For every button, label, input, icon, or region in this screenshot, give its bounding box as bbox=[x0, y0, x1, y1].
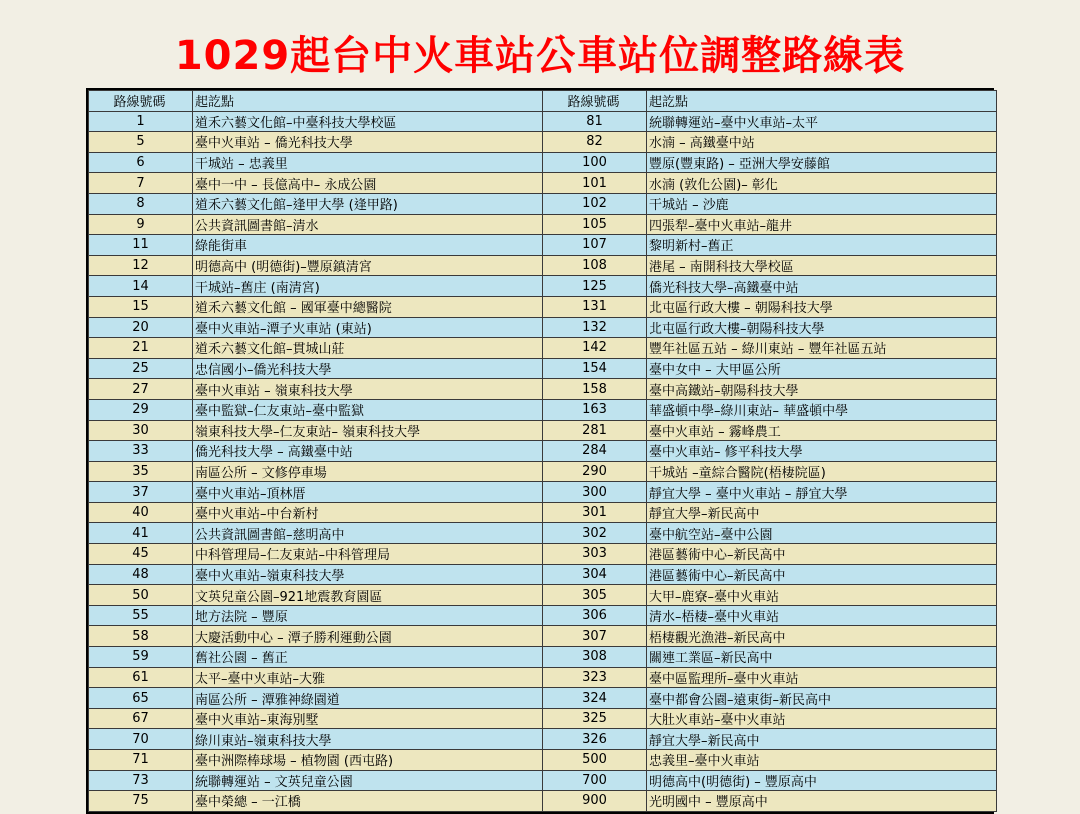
route-number-cell: 41 bbox=[89, 523, 193, 544]
route-origin-dest-cell: 文英兒童公園–921地震教育園區 bbox=[193, 585, 543, 606]
route-number-cell: 142 bbox=[543, 338, 647, 359]
route-origin-dest-cell: 地方法院 – 豐原 bbox=[193, 605, 543, 626]
route-origin-dest-cell: 靜宜大學–新民高中 bbox=[647, 502, 997, 523]
route-origin-dest-cell: 臺中火車站–頂林厝 bbox=[193, 482, 543, 503]
route-origin-dest-cell: 水湳 – 高鐵臺中站 bbox=[647, 132, 997, 153]
route-number-cell: 132 bbox=[543, 317, 647, 338]
route-number-cell: 307 bbox=[543, 626, 647, 647]
route-origin-dest-cell: 舊社公園 – 舊正 bbox=[193, 647, 543, 668]
route-origin-dest-cell: 臺中區監理所–臺中火車站 bbox=[647, 667, 997, 688]
table-row bbox=[89, 750, 997, 771]
route-number-cell: 324 bbox=[543, 688, 647, 709]
route-number-cell: 305 bbox=[543, 585, 647, 606]
route-number-cell: 33 bbox=[89, 441, 193, 462]
route-number-cell: 306 bbox=[543, 605, 647, 626]
route-number-cell: 81 bbox=[543, 111, 647, 132]
route-origin-dest-cell: 靜宜大學 – 臺中火車站 – 靜宜大學 bbox=[647, 482, 997, 503]
route-origin-dest-cell: 南區公所 – 潭雅神綠園道 bbox=[193, 688, 543, 709]
route-origin-dest-cell: 豐原(豐東路) – 亞洲大學安藤館 bbox=[647, 152, 997, 173]
route-origin-dest-cell: 大甲–鹿寮–臺中火車站 bbox=[647, 585, 997, 606]
route-origin-dest-cell: 太平–臺中火車站–大雅 bbox=[193, 667, 543, 688]
route-number-cell: 27 bbox=[89, 379, 193, 400]
route-origin-dest-cell: 臺中榮總 – 一江橋 bbox=[193, 791, 543, 812]
route-number-cell: 45 bbox=[89, 544, 193, 565]
route-origin-dest-cell: 干城站 – 沙鹿 bbox=[647, 193, 997, 214]
table-row bbox=[89, 338, 997, 359]
route-origin-dest-cell: 僑光科技大學 – 高鐵臺中站 bbox=[193, 441, 543, 462]
route-origin-dest-cell: 臺中航空站–臺中公園 bbox=[647, 523, 997, 544]
route-number-cell: 700 bbox=[543, 770, 647, 791]
route-number-cell: 73 bbox=[89, 770, 193, 791]
route-number-cell: 59 bbox=[89, 647, 193, 668]
route-origin-dest-cell: 臺中都會公園–遠東街–新民高中 bbox=[647, 688, 997, 709]
route-origin-dest-cell: 道禾六藝文化館 – 國軍臺中總醫院 bbox=[193, 296, 543, 317]
route-origin-dest-cell: 臺中一中 – 長億高中– 永成公園 bbox=[193, 173, 543, 194]
table-row bbox=[89, 791, 997, 812]
route-origin-dest-cell: 臺中火車站–東海別墅 bbox=[193, 708, 543, 729]
table-row bbox=[89, 193, 997, 214]
route-number-cell: 29 bbox=[89, 399, 193, 420]
route-origin-dest-cell: 忠信國小–僑光科技大學 bbox=[193, 358, 543, 379]
route-number-cell: 323 bbox=[543, 667, 647, 688]
route-origin-dest-cell: 公共資訊圖書館–慈明高中 bbox=[193, 523, 543, 544]
route-origin-dest-cell: 大肚火車站–臺中火車站 bbox=[647, 708, 997, 729]
route-origin-dest-cell: 綠川東站–嶺東科技大學 bbox=[193, 729, 543, 750]
route-origin-dest-cell: 嶺東科技大學–仁友東站– 嶺東科技大學 bbox=[193, 420, 543, 441]
route-number-cell: 71 bbox=[89, 750, 193, 771]
table-row bbox=[89, 502, 997, 523]
route-origin-dest-cell: 臺中高鐵站–朝陽科技大學 bbox=[647, 379, 997, 400]
route-origin-dest-cell: 梧棲觀光漁港–新民高中 bbox=[647, 626, 997, 647]
route-origin-dest-cell: 水湳 (敦化公園)– 彰化 bbox=[647, 173, 997, 194]
route-origin-dest-cell: 臺中火車站–潭子火車站 (東站) bbox=[193, 317, 543, 338]
route-origin-dest-cell: 黎明新村–舊正 bbox=[647, 235, 997, 256]
route-origin-dest-cell: 臺中火車站– 修平科技大學 bbox=[647, 441, 997, 462]
route-number-cell: 125 bbox=[543, 276, 647, 297]
route-origin-dest-cell: 豐年社區五站 – 綠川東站 – 豐年社區五站 bbox=[647, 338, 997, 359]
table-row bbox=[89, 317, 997, 338]
route-origin-dest-cell: 干城站–舊庄 (南清宮) bbox=[193, 276, 543, 297]
table-row bbox=[89, 544, 997, 565]
route-number-cell: 9 bbox=[89, 214, 193, 235]
route-number-cell: 5 bbox=[89, 132, 193, 153]
route-number-cell: 290 bbox=[543, 461, 647, 482]
table-row bbox=[89, 379, 997, 400]
route-number-cell: 158 bbox=[543, 379, 647, 400]
table-row bbox=[89, 770, 997, 791]
route-origin-dest-cell: 臺中火車站–中台新村 bbox=[193, 502, 543, 523]
route-origin-dest-cell: 港區藝術中心–新民高中 bbox=[647, 564, 997, 585]
table-row bbox=[89, 173, 997, 194]
route-origin-dest-cell: 靜宜大學–新民高中 bbox=[647, 729, 997, 750]
route-origin-dest-cell: 臺中火車站 – 僑光科技大學 bbox=[193, 132, 543, 153]
table-row bbox=[89, 111, 997, 132]
route-origin-dest-cell: 干城站 – 忠義里 bbox=[193, 152, 543, 173]
table-row bbox=[89, 564, 997, 585]
table-row bbox=[89, 420, 997, 441]
route-origin-dest-cell: 臺中火車站 – 嶺東科技大學 bbox=[193, 379, 543, 400]
route-number-cell: 58 bbox=[89, 626, 193, 647]
route-table bbox=[88, 90, 997, 812]
header-origin-dest-left: 起訖點 bbox=[193, 91, 543, 112]
route-number-cell: 8 bbox=[89, 193, 193, 214]
route-number-cell: 35 bbox=[89, 461, 193, 482]
route-origin-dest-cell: 公共資訊圖書館–清水 bbox=[193, 214, 543, 235]
route-origin-dest-cell: 華盛頓中學–綠川東站– 華盛頓中學 bbox=[647, 399, 997, 420]
route-number-cell: 55 bbox=[89, 605, 193, 626]
route-origin-dest-cell: 臺中火車站–嶺東科技大學 bbox=[193, 564, 543, 585]
route-number-cell: 303 bbox=[543, 544, 647, 565]
route-number-cell: 326 bbox=[543, 729, 647, 750]
route-origin-dest-cell: 大慶活動中心 – 潭子勝利運動公園 bbox=[193, 626, 543, 647]
table-body bbox=[89, 111, 997, 811]
route-number-cell: 65 bbox=[89, 688, 193, 709]
route-number-cell: 25 bbox=[89, 358, 193, 379]
route-number-cell: 67 bbox=[89, 708, 193, 729]
table-row bbox=[89, 482, 997, 503]
route-number-cell: 105 bbox=[543, 214, 647, 235]
route-origin-dest-cell: 臺中監獄–仁友東站–臺中監獄 bbox=[193, 399, 543, 420]
table-row bbox=[89, 729, 997, 750]
table-row bbox=[89, 214, 997, 235]
table-row bbox=[89, 399, 997, 420]
route-number-cell: 108 bbox=[543, 255, 647, 276]
table-row bbox=[89, 605, 997, 626]
route-number-cell: 20 bbox=[89, 317, 193, 338]
table-row bbox=[89, 461, 997, 482]
route-origin-dest-cell: 清水–梧棲–臺中火車站 bbox=[647, 605, 997, 626]
route-number-cell: 7 bbox=[89, 173, 193, 194]
table-row bbox=[89, 523, 997, 544]
route-origin-dest-cell: 南區公所 – 文修停車場 bbox=[193, 461, 543, 482]
route-number-cell: 82 bbox=[543, 132, 647, 153]
table-row bbox=[89, 235, 997, 256]
table-row bbox=[89, 132, 997, 153]
header-route-no-right: 路線號碼 bbox=[543, 91, 647, 112]
route-number-cell: 302 bbox=[543, 523, 647, 544]
route-number-cell: 6 bbox=[89, 152, 193, 173]
route-number-cell: 131 bbox=[543, 296, 647, 317]
table-row bbox=[89, 708, 997, 729]
route-number-cell: 101 bbox=[543, 173, 647, 194]
route-origin-dest-cell: 港區藝術中心–新民高中 bbox=[647, 544, 997, 565]
route-number-cell: 48 bbox=[89, 564, 193, 585]
table-row bbox=[89, 626, 997, 647]
route-number-cell: 308 bbox=[543, 647, 647, 668]
route-origin-dest-cell: 統聯轉運站 – 文英兒童公園 bbox=[193, 770, 543, 791]
table-row bbox=[89, 255, 997, 276]
route-number-cell: 325 bbox=[543, 708, 647, 729]
route-origin-dest-cell: 北屯區行政大樓–朝陽科技大學 bbox=[647, 317, 997, 338]
route-origin-dest-cell: 光明國中 – 豐原高中 bbox=[647, 791, 997, 812]
table-row bbox=[89, 647, 997, 668]
route-origin-dest-cell: 臺中洲際棒球場 – 植物園 (西屯路) bbox=[193, 750, 543, 771]
route-table-wrapper bbox=[86, 88, 994, 814]
route-number-cell: 304 bbox=[543, 564, 647, 585]
route-number-cell: 100 bbox=[543, 152, 647, 173]
header-route-no-left: 路線號碼 bbox=[89, 91, 193, 112]
route-origin-dest-cell: 忠義里–臺中火車站 bbox=[647, 750, 997, 771]
table-row bbox=[89, 585, 997, 606]
route-number-cell: 301 bbox=[543, 502, 647, 523]
route-number-cell: 284 bbox=[543, 441, 647, 462]
page-title: 1029起台中火車站公車站位調整路線表 bbox=[174, 33, 906, 79]
route-number-cell: 900 bbox=[543, 791, 647, 812]
route-number-cell: 107 bbox=[543, 235, 647, 256]
table-row bbox=[89, 296, 997, 317]
table-row bbox=[89, 152, 997, 173]
route-number-cell: 15 bbox=[89, 296, 193, 317]
route-number-cell: 75 bbox=[89, 791, 193, 812]
route-number-cell: 281 bbox=[543, 420, 647, 441]
route-origin-dest-cell: 道禾六藝文化館–逢甲大學 (逢甲路) bbox=[193, 193, 543, 214]
route-number-cell: 40 bbox=[89, 502, 193, 523]
route-number-cell: 30 bbox=[89, 420, 193, 441]
route-origin-dest-cell: 明德高中(明德街) – 豐原高中 bbox=[647, 770, 997, 791]
route-number-cell: 11 bbox=[89, 235, 193, 256]
route-origin-dest-cell: 明德高中 (明德街)–豐原鎮清宮 bbox=[193, 255, 543, 276]
route-origin-dest-cell: 港尾 – 南開科技大學校區 bbox=[647, 255, 997, 276]
route-origin-dest-cell: 關連工業區–新民高中 bbox=[647, 647, 997, 668]
route-number-cell: 1 bbox=[89, 111, 193, 132]
table-header-row bbox=[89, 91, 997, 112]
route-origin-dest-cell: 北屯區行政大樓 – 朝陽科技大學 bbox=[647, 296, 997, 317]
route-number-cell: 163 bbox=[543, 399, 647, 420]
route-number-cell: 102 bbox=[543, 193, 647, 214]
route-origin-dest-cell: 臺中火車站 – 霧峰農工 bbox=[647, 420, 997, 441]
route-origin-dest-cell: 四張犁–臺中火車站–龍井 bbox=[647, 214, 997, 235]
header-origin-dest-right: 起訖點 bbox=[647, 91, 997, 112]
route-number-cell: 61 bbox=[89, 667, 193, 688]
route-origin-dest-cell: 道禾六藝文化館–貫城山莊 bbox=[193, 338, 543, 359]
table-row bbox=[89, 276, 997, 297]
route-number-cell: 12 bbox=[89, 255, 193, 276]
route-origin-dest-cell: 僑光科技大學–高鐵臺中站 bbox=[647, 276, 997, 297]
route-number-cell: 300 bbox=[543, 482, 647, 503]
route-number-cell: 14 bbox=[89, 276, 193, 297]
route-origin-dest-cell: 臺中女中 – 大甲區公所 bbox=[647, 358, 997, 379]
route-number-cell: 70 bbox=[89, 729, 193, 750]
route-origin-dest-cell: 干城站 –童綜合醫院(梧棲院區) bbox=[647, 461, 997, 482]
route-number-cell: 21 bbox=[89, 338, 193, 359]
route-number-cell: 500 bbox=[543, 750, 647, 771]
route-number-cell: 154 bbox=[543, 358, 647, 379]
route-number-cell: 50 bbox=[89, 585, 193, 606]
table-row bbox=[89, 441, 997, 462]
table-row bbox=[89, 688, 997, 709]
route-origin-dest-cell: 道禾六藝文化館–中臺科技大學校區 bbox=[193, 111, 543, 132]
route-origin-dest-cell: 中科管理局–仁友東站–中科管理局 bbox=[193, 544, 543, 565]
route-origin-dest-cell: 統聯轉運站–臺中火車站–太平 bbox=[647, 111, 997, 132]
table-row bbox=[89, 667, 997, 688]
route-number-cell: 37 bbox=[89, 482, 193, 503]
table-row bbox=[89, 358, 997, 379]
route-origin-dest-cell: 綠能街車 bbox=[193, 235, 543, 256]
